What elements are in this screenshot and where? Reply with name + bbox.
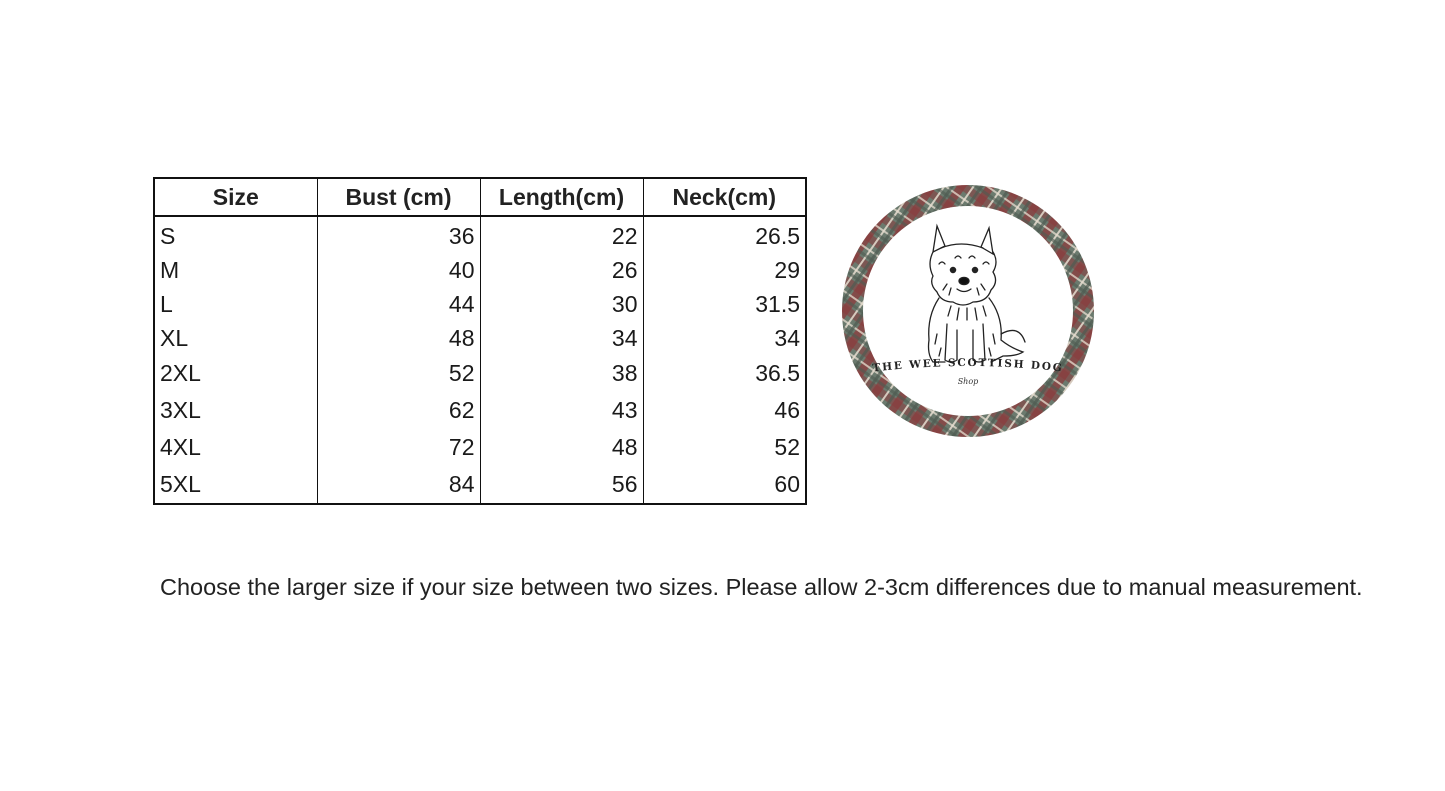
length-cell: 22	[480, 216, 643, 253]
header-neck: Neck(cm)	[643, 178, 806, 216]
table-row	[154, 466, 806, 504]
header-length: Length(cm)	[480, 178, 643, 216]
neck-cell: 36.5	[643, 355, 806, 392]
size-cell: 3XL	[154, 392, 317, 429]
neck-cell: 46	[643, 392, 806, 429]
length-cell: 43	[480, 392, 643, 429]
neck-cell: 34	[643, 321, 806, 355]
length-cell: 48	[480, 429, 643, 466]
neck-cell: 52	[643, 429, 806, 466]
shop-logo	[841, 184, 1095, 438]
table-row	[154, 253, 806, 287]
header-size: Size	[154, 178, 317, 216]
logo-sub-text: Shop	[957, 377, 979, 386]
bust-cell: 40	[317, 253, 480, 287]
header-bust: Bust (cm)	[317, 178, 480, 216]
size-chart-table	[153, 177, 807, 505]
neck-cell: 60	[643, 466, 806, 504]
bust-cell: 36	[317, 216, 480, 253]
bust-cell: 48	[317, 321, 480, 355]
neck-cell: 26.5	[643, 216, 806, 253]
bust-cell: 62	[317, 392, 480, 429]
size-cell: 5XL	[154, 466, 317, 504]
bust-cell: 44	[317, 287, 480, 321]
logo-badge	[841, 184, 1095, 438]
logo-brand-text: THE WEE SCOTTISH DOG	[871, 356, 1065, 375]
bust-cell: 84	[317, 466, 480, 504]
size-cell: S	[154, 216, 317, 253]
table-header-row	[154, 178, 806, 216]
length-cell: 56	[480, 466, 643, 504]
table-row	[154, 355, 806, 392]
table-row	[154, 429, 806, 466]
bust-cell: 72	[317, 429, 480, 466]
neck-cell: 29	[643, 253, 806, 287]
size-cell: L	[154, 287, 317, 321]
length-cell: 34	[480, 321, 643, 355]
bust-cell: 52	[317, 355, 480, 392]
table-row	[154, 287, 806, 321]
size-cell: 2XL	[154, 355, 317, 392]
size-cell: 4XL	[154, 429, 317, 466]
length-cell: 30	[480, 287, 643, 321]
size-cell: M	[154, 253, 317, 287]
table-row	[154, 321, 806, 355]
table-row	[154, 392, 806, 429]
length-cell: 38	[480, 355, 643, 392]
neck-cell: 31.5	[643, 287, 806, 321]
sizing-note: Choose the larger size if your size between two sizes. Please allow 2-3cm differences due to manual measurement.	[160, 574, 1363, 600]
length-cell: 26	[480, 253, 643, 287]
table-row	[154, 216, 806, 253]
size-cell: XL	[154, 321, 317, 355]
